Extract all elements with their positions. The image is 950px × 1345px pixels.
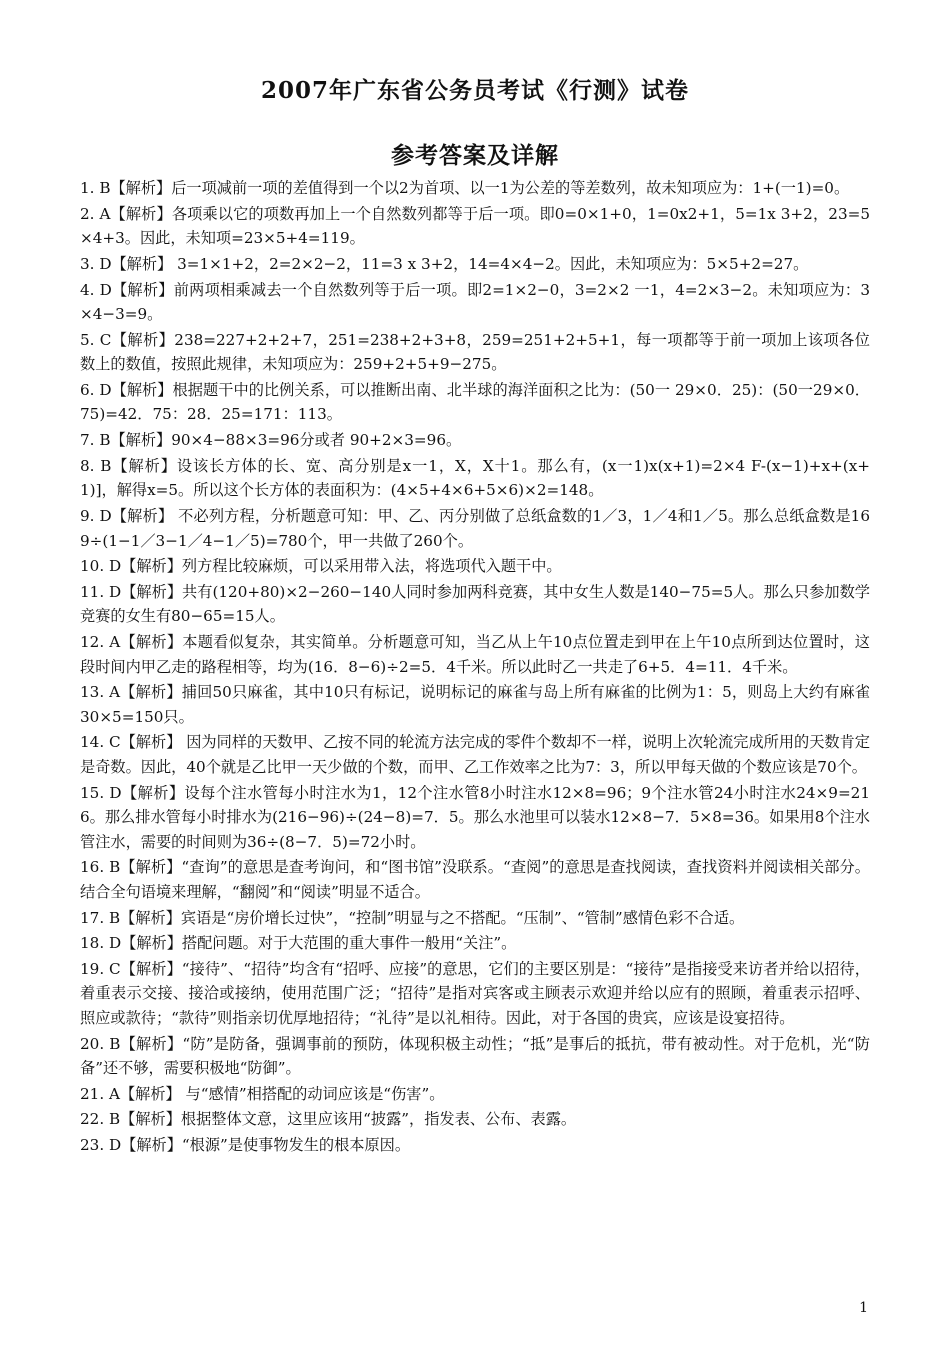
- answer-item-5: 5. C【解析】238=227+2+2+7，251=238+2+3+8，259=251+2+5+1，每一项都等于前一项加上该项各位数上的数值，按照此规律，未知项应为：259+2+5+9−275。: [80, 330, 870, 374]
- answer-item-19: 19. C【解析】“接待”、“招待”均含有“招呼、应接”的意思，它们的主要区别是：“接待”是指接受来访者并给以招待，着重表示交接、接洽或接纳，使用范围广泛；“招待”是指对宾客或主顾表示欢迎并给以应有的照顾，着重表示招呼、照应或款待；“款待”则指亲切优厚地招待；“礼待”是以礼相待。因此，对于各国的贵宾，应该是设宴招待。: [80, 959, 870, 1027]
- answer-item-3: 3. D【解析】 3=1×1+2，2=2×2−2，11=3 x 3+2，14=4×4−2。因此，未知项应为：5×5+2=27。: [80, 254, 809, 273]
- document-title: 2007年广东省公务员考试《行测》试卷: [260, 77, 689, 104]
- answer-item-16: 16. B【解析】“查询”的意思是查考询问，和“图书馆”没联系。“查阅”的意思是查找阅读，查找资料并阅读相关部分。结合全句语境来理解，“翻阅”和“阅读”明显不适合。: [80, 858, 870, 901]
- answer-item-21: 21. A【解析】 与“感情”相搭配的动词应该是“伤害”。: [80, 1084, 445, 1103]
- answer-item-7: 7. B【解析】90×4−88×3=96分或者 90+2×3=96。: [80, 431, 462, 450]
- answer-item-22: 22. B【解析】根据整体文意，这里应该用“披露”，指发表、公布、表露。: [80, 1110, 577, 1129]
- answer-item-11: 11. D【解析】共有(120+80)×2−260−140人同时参加两科竞赛，其中女生人数是140−75=5人。那么只参加数学竞赛的女生有80−65=15人。: [80, 582, 870, 626]
- answer-item-8: 8. B【解析】设该长方体的长、宽、高分别是x一1，X，X十1。那么有，(x一1)x(x+1)=2×4 F-(x−1)+x+(x+1)]，解得x=5。所以这个长方体的表面积为：(4×5+4×6+5×6)×2=148。: [80, 456, 870, 500]
- answer-item-20: 20. B【解析】“防”是防备，强调事前的预防，体现积极主动性；“抵”是事后的抵抗，带有被动性。对于危机，光“防备”还不够，需要积极地“防御”。: [80, 1034, 870, 1078]
- answer-item-14: 14. C【解析】 因为同样的天数甲、乙按不同的轮流方法完成的零件个数却不一样，说明上次轮流完成所用的天数肯定是奇数。因此，40个就是乙比甲一天少做的个数，而甲、乙工作效率之比为7：3，所以甲每天做的个数应该是70个。: [80, 733, 870, 776]
- answer-item-6: 6. D【解析】根据题干中的比例关系，可以推断出南、北半球的海洋面积之比为：(50一 29×0．25)：(50一29×0．75)=42．75：28．25=171：113。: [80, 380, 870, 424]
- document-subtitle: 参考答案及详解: [391, 142, 559, 169]
- answer-item-10: 10. D【解析】列方程比较麻烦，可以采用带入法，将选项代入题干中。: [80, 557, 562, 576]
- page-number: 1: [859, 1300, 868, 1316]
- answer-item-13: 13. A【解析】捕回50只麻雀，其中10只有标记，说明标记的麻雀与岛上所有麻雀的比例为1：5，则岛上大约有麻雀30×5=150只。: [80, 683, 870, 726]
- answer-item-2: 2. A【解析】各项乘以它的项数再加上一个自然数列都等于后一项。即0=0×1+0，1=0x2+1，5=1x 3+2，23=5×4+3。因此，未知项=23×5+4=119。: [80, 204, 870, 248]
- answer-item-15: 15. D【解析】设每个注水管每小时注水为1，12个注水管8小时注水12×8=96；9个注水管24小时注水24×9=216。那么排水管每小时排水为(216−96)÷(24−8)=7．5。那么水池里可以装水12×8−7．5×8=36。如果用8个注水管注水，需要的时间则为36÷(8−7．5)=72小时。: [80, 783, 870, 851]
- answer-item-17: 17. B【解析】宾语是“房价增长过快”，“控制”明显与之不搭配。“压制”、“管制”感情色彩不合适。: [80, 908, 745, 927]
- answer-item-1: 1. B【解析】后一项减前一项的差值得到一个以2为首项、以一1为公差的等差数列，故未知项应为：1+(一1)=0。: [80, 179, 850, 197]
- answer-item-9: 9. D【解析】 不必列方程，分析题意可知：甲、乙、丙分别做了总纸盒数的1／3，1／4和1／5。那么总纸盒数是169÷(1−1／3−1／4−1／5)=780个，甲一共做了260个。: [80, 507, 870, 550]
- answer-item-4: 4. D【解析】前两项相乘减去一个自然数列等于后一项。即2=1×2−0，3=2×2 一1，4=2×3−2。未知项应为：3×4−3=9。: [80, 280, 870, 324]
- answer-item-18: 18. D【解析】搭配问题。对于大范围的重大事件一般用“关注”。: [80, 934, 517, 953]
- answer-list: [80, 176, 870, 1159]
- answer-item-23: 23. D【解析】“根源”是使事物发生的根本原因。: [80, 1136, 411, 1155]
- answer-item-12: 12. A【解析】本题看似复杂，其实简单。分析题意可知，当乙从上午10点位置走到甲在上午10点所到达位置时，这段时间内甲乙走的路程相等，均为(16．8−6)÷2=5．4千米。所以此时乙一共走了6+5．4=11．4千米。: [80, 633, 870, 676]
